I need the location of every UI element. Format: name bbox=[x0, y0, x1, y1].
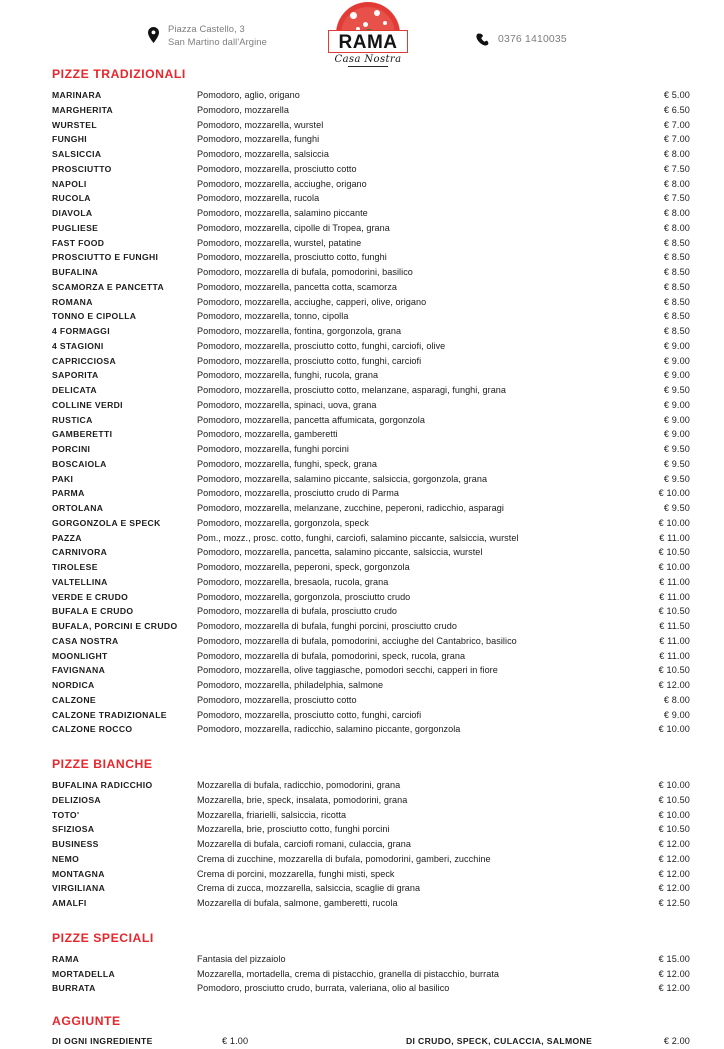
section-title-bianche: PIZZE BIANCHE bbox=[52, 757, 153, 771]
menu-item-row bbox=[0, 722, 724, 737]
menu-item-name: CAPRICCIOSA bbox=[52, 355, 117, 366]
menu-item-row bbox=[0, 619, 724, 634]
menu-item-description: Pomodoro, mozzarella, bresaola, rucola, grana bbox=[197, 576, 389, 587]
menu-item-name: MONTAGNA bbox=[52, 868, 105, 879]
menu-item-price: € 8.00 bbox=[663, 149, 690, 159]
menu-item-price: € 10.50 bbox=[658, 547, 690, 558]
menu-item-name: PAKI bbox=[52, 473, 74, 484]
menu-item-name: WURSTEL bbox=[52, 119, 97, 130]
menu-item-price: € 12.00 bbox=[658, 968, 690, 979]
menu-item-row bbox=[0, 177, 724, 192]
menu-item-price: € 5.00 bbox=[663, 90, 690, 100]
menu-item-price: € 6.50 bbox=[663, 104, 690, 115]
section-title-aggiunte: AGGIUNTE bbox=[52, 1014, 121, 1028]
menu-item-name: CALZONE TRADIZIONALE bbox=[52, 709, 167, 720]
menu-item-row bbox=[0, 604, 724, 619]
menu-item-description: Pomodoro, mozzarella di bufala, pomodorini, speck, rucola, grana bbox=[197, 650, 466, 661]
menu-item-price: € 8.50 bbox=[663, 252, 690, 263]
menu-item-name: SAPORITA bbox=[52, 370, 99, 381]
menu-item-row bbox=[0, 634, 724, 649]
menu-item-price: € 8.00 bbox=[663, 178, 690, 189]
menu-item-description: Pomodoro, mozzarella, funghi porcini bbox=[197, 444, 349, 454]
page-header bbox=[0, 0, 724, 66]
menu-item-row bbox=[0, 88, 724, 103]
menu-item-description: Pomodoro, mozzarella di bufala, funghi porcini, prosciutto crudo bbox=[197, 621, 457, 631]
menu-item-row bbox=[0, 398, 724, 413]
menu-item-price: € 8.00 bbox=[663, 208, 690, 218]
menu-item-description: Pomodoro, mozzarella, melanzane, zucchine, peperoni, radicchio, asparagi bbox=[197, 503, 504, 513]
menu-item-name: NEMO bbox=[52, 853, 80, 864]
menu-item-price: € 12.50 bbox=[658, 898, 690, 908]
menu-item-price: € 8.50 bbox=[663, 237, 690, 248]
menu-item-row bbox=[0, 118, 724, 133]
menu-item-description: Pomodoro, mozzarella, prosciutto crudo di Parma bbox=[197, 488, 399, 499]
menu-item-name: 4 FORMAGGI bbox=[52, 326, 110, 336]
mozzarella-dot bbox=[374, 10, 380, 16]
menu-item-description: Pomodoro, mozzarella, gamberetti bbox=[197, 429, 338, 440]
menu-item-row bbox=[0, 822, 724, 837]
menu-item-row bbox=[0, 560, 724, 575]
menu-item-row bbox=[0, 896, 724, 911]
menu-item-name: DIAVOLA bbox=[52, 208, 93, 218]
menu-item-row bbox=[0, 867, 724, 882]
menu-item-name: GORGONZOLA E SPECK bbox=[52, 517, 161, 528]
menu-item-row bbox=[0, 663, 724, 678]
menu-body bbox=[0, 64, 724, 1049]
menu-item-name: BURRATA bbox=[52, 983, 96, 994]
menu-item-price: € 8.00 bbox=[663, 694, 690, 705]
menu-item-name: MOONLIGHT bbox=[52, 650, 108, 661]
menu-item-description: Pomodoro, mozzarella, prosciutto cotto, melanzane, asparagi, funghi, grana bbox=[197, 385, 507, 395]
menu-item-description: Pomodoro, mozzarella, funghi bbox=[197, 134, 320, 145]
menu-item-price: € 11.00 bbox=[659, 635, 690, 646]
menu-item-row bbox=[0, 265, 724, 280]
menu-item-description: Mozzarella, mortadella, crema di pistacchio, granella di pistacchio, burrata bbox=[197, 968, 500, 979]
menu-item-description: Pomodoro, mozzarella, gorgonzola, prosciutto crudo bbox=[197, 591, 411, 602]
menu-item-name: AMALFI bbox=[52, 898, 87, 908]
menu-item-row bbox=[0, 191, 724, 206]
menu-item-price: € 9.50 bbox=[663, 503, 690, 513]
menu-item-row bbox=[0, 339, 724, 354]
menu-item-price: € 7.50 bbox=[663, 193, 690, 204]
aggiunte-row bbox=[0, 1034, 724, 1049]
menu-item-row bbox=[0, 162, 724, 177]
menu-item-price: € 10.00 bbox=[658, 488, 690, 499]
menu-item-price: € 10.50 bbox=[658, 824, 690, 835]
menu-item-price: € 8.50 bbox=[663, 326, 690, 336]
menu-item-name: 4 STAGIONI bbox=[52, 340, 104, 351]
menu-item-row bbox=[0, 309, 724, 324]
menu-item-description: Mozzarella, brie, prosciutto cotto, funghi porcini bbox=[197, 824, 390, 835]
menu-item-description: Pomodoro, mozzarella, spinaci, uova, grana bbox=[197, 399, 377, 410]
menu-item-description: Mozzarella di bufala, radicchio, pomodorini, grana bbox=[197, 780, 401, 790]
menu-item-description: Pomodoro, mozzarella, acciughe, capperi, olive, origano bbox=[197, 296, 427, 307]
menu-item-description: Pomodoro, mozzarella, salamino piccante bbox=[197, 208, 368, 218]
menu-item-description: Pomodoro, mozzarella, prosciutto cotto bbox=[197, 694, 357, 705]
aggiunte-label-ingrediente: DI OGNI INGREDIENTE bbox=[52, 1036, 153, 1046]
menu-item-name: BUFALINA RADICCHIO bbox=[52, 780, 153, 790]
menu-item-description: Pomodoro, mozzarella di bufala, pomodorini, basilico bbox=[197, 267, 413, 277]
menu-item-name: DELIZIOSA bbox=[52, 794, 101, 805]
menu-item-row bbox=[0, 324, 724, 339]
menu-item-price: € 11.50 bbox=[659, 621, 690, 631]
menu-item-price: € 10.50 bbox=[658, 665, 690, 676]
menu-item-name: PROSCIUTTO E FUNGHI bbox=[52, 252, 159, 263]
menu-item-price: € 11.00 bbox=[659, 576, 690, 587]
menu-item-description: Pomodoro, mozzarella, funghi, rucola, grana bbox=[197, 370, 379, 381]
menu-item-description: Pomodoro, mozzarella, peperoni, speck, gorgonzola bbox=[197, 562, 410, 572]
menu-item-description: Pomodoro, mozzarella di bufala, prosciutto crudo bbox=[197, 606, 398, 617]
section-pizze-tradizionali bbox=[0, 64, 724, 737]
menu-item-name: RUSTICA bbox=[52, 414, 93, 425]
menu-item-description: Pomodoro, mozzarella, prosciutto cotto bbox=[197, 163, 357, 174]
menu-item-row bbox=[0, 793, 724, 808]
menu-item-row bbox=[0, 967, 724, 982]
menu-item-price: € 9.00 bbox=[663, 370, 690, 381]
menu-item-price: € 9.00 bbox=[663, 340, 690, 351]
menu-item-name: PORCINI bbox=[52, 444, 91, 454]
menu-item-price: € 9.50 bbox=[663, 458, 690, 469]
menu-item-name: PUGLIESE bbox=[52, 222, 99, 233]
menu-item-row bbox=[0, 236, 724, 251]
phone-block[interactable] bbox=[476, 33, 567, 46]
menu-item-description: Pomodoro, mozzarella, salsiccia bbox=[197, 149, 329, 159]
menu-item-price: € 12.00 bbox=[658, 839, 690, 849]
menu-item-name: SCAMORZA E PANCETTA bbox=[52, 281, 164, 292]
menu-item-price: € 8.00 bbox=[663, 222, 690, 233]
menu-item-description: Pomodoro, mozzarella di bufala, pomodorini, acciughe del Cantabrico, basilico bbox=[197, 635, 517, 646]
menu-item-name: TONNO E CIPOLLA bbox=[52, 311, 137, 322]
menu-item-description: Crema di zucca, mozzarella, salsiccia, scaglie di grana bbox=[197, 883, 421, 894]
menu-item-row bbox=[0, 368, 724, 383]
menu-item-name: ROMANA bbox=[52, 296, 93, 307]
menu-item-price: € 9.50 bbox=[663, 444, 690, 454]
menu-item-name: CALZONE bbox=[52, 694, 96, 705]
menu-item-price: € 8.50 bbox=[663, 296, 690, 307]
menu-item-name: SFIZIOSA bbox=[52, 824, 95, 835]
menu-item-description: Pomodoro, mozzarella, wurstel bbox=[197, 119, 324, 130]
menu-item-row bbox=[0, 852, 724, 867]
mozzarella-dot bbox=[350, 12, 357, 19]
section-aggiunte bbox=[0, 996, 724, 1049]
menu-item-name: FUNGHI bbox=[52, 134, 88, 145]
menu-item-row bbox=[0, 590, 724, 605]
menu-item-row bbox=[0, 501, 724, 516]
menu-item-price: € 7.00 bbox=[663, 134, 690, 145]
menu-item-name: MORTADELLA bbox=[52, 968, 116, 979]
menu-item-name: PROSCIUTTO bbox=[52, 163, 112, 174]
menu-item-description: Pomodoro, mozzarella, fontina, gorgonzola, grana bbox=[197, 326, 402, 336]
menu-item-row bbox=[0, 383, 724, 398]
menu-item-name: RAMA bbox=[52, 953, 80, 964]
menu-item-row bbox=[0, 778, 724, 793]
item-list-bianche bbox=[0, 778, 724, 911]
menu-item-description: Pomodoro, mozzarella, cipolle di Tropea, grana bbox=[197, 222, 390, 233]
section-title-tradizionali: PIZZE TRADIZIONALI bbox=[52, 67, 186, 81]
menu-item-price: € 9.00 bbox=[663, 429, 690, 440]
menu-item-name: FAVIGNANA bbox=[52, 665, 106, 676]
menu-item-description: Mozzarella di bufala, salmone, gamberetti, rucola bbox=[197, 898, 398, 908]
menu-item-description: Pomodoro, mozzarella, pancetta cotta, scamorza bbox=[197, 281, 397, 292]
menu-item-row bbox=[0, 545, 724, 560]
menu-item-row bbox=[0, 881, 724, 896]
menu-item-row bbox=[0, 837, 724, 852]
menu-item-row bbox=[0, 649, 724, 664]
menu-item-name: BUFALA, PORCINI E CRUDO bbox=[52, 621, 178, 631]
menu-item-description: Pomodoro, mozzarella, tonno, cipolla bbox=[197, 311, 349, 322]
menu-item-price: € 11.00 bbox=[659, 591, 690, 602]
menu-item-price: € 10.50 bbox=[658, 794, 690, 805]
address-text bbox=[168, 22, 267, 48]
menu-item-name: MARGHERITA bbox=[52, 104, 114, 115]
menu-item-price: € 10.00 bbox=[658, 809, 690, 820]
menu-item-price: € 8.50 bbox=[663, 311, 690, 322]
menu-item-name: MARINARA bbox=[52, 90, 102, 100]
menu-item-description: Pomodoro, prosciutto crudo, burrata, valeriana, olio al basilico bbox=[197, 983, 450, 994]
menu-item-description: Fantasia del pizzaiolo bbox=[197, 953, 286, 964]
menu-item-price: € 9.50 bbox=[663, 385, 690, 395]
menu-item-description: Pomodoro, mozzarella, funghi, speck, grana bbox=[197, 458, 378, 469]
aggiunte-price-ingrediente: € 1.00 bbox=[222, 1036, 249, 1046]
menu-item-row bbox=[0, 280, 724, 295]
menu-item-price: € 8.50 bbox=[663, 267, 690, 277]
menu-item-description: Pomodoro, mozzarella, radicchio, salamino piccante, gorgonzola bbox=[197, 724, 461, 735]
menu-item-price: € 11.00 bbox=[659, 532, 690, 543]
menu-item-price: € 10.00 bbox=[658, 562, 690, 572]
menu-item-description: Pomodoro, mozzarella, rucola bbox=[197, 193, 320, 204]
menu-item-description: Pomodoro, mozzarella bbox=[197, 104, 289, 115]
menu-item-row bbox=[0, 952, 724, 967]
menu-item-name: VIRGILIANA bbox=[52, 883, 106, 894]
section-pizze-bianche bbox=[0, 737, 724, 911]
menu-item-name: FAST FOOD bbox=[52, 237, 105, 248]
menu-item-description: Pomodoro, mozzarella, prosciutto cotto, funghi, carciofi, olive bbox=[197, 340, 446, 351]
menu-item-name: SALSICCIA bbox=[52, 149, 102, 159]
menu-item-name: TIROLESE bbox=[52, 562, 98, 572]
location-pin-icon bbox=[148, 27, 159, 43]
menu-item-name: VALTELLINA bbox=[52, 576, 108, 587]
menu-item-name: TOTO' bbox=[52, 809, 80, 820]
menu-item-description: Pomodoro, mozzarella, philadelphia, salmone bbox=[197, 680, 384, 690]
section-pizze-speciali bbox=[0, 911, 724, 996]
menu-item-name: RUCOLA bbox=[52, 193, 91, 204]
menu-item-description: Pomodoro, aglio, origano bbox=[197, 90, 300, 100]
menu-item-description: Mozzarella, friarielli, salsiccia, ricotta bbox=[197, 809, 347, 820]
menu-item-name: BUFALINA bbox=[52, 267, 99, 277]
logo-wordmark: RAMA bbox=[338, 32, 398, 53]
aggiunte-label-premium: DI CRUDO, SPECK, CULACCIA, SALMONE bbox=[406, 1036, 593, 1046]
menu-item-price: € 9.00 bbox=[663, 399, 690, 410]
menu-item-price: € 12.00 bbox=[658, 883, 690, 894]
menu-item-row bbox=[0, 132, 724, 147]
menu-item-price: € 10.00 bbox=[658, 724, 690, 735]
menu-item-row bbox=[0, 442, 724, 457]
menu-item-price: € 12.00 bbox=[658, 853, 690, 864]
menu-item-name: NAPOLI bbox=[52, 178, 87, 189]
menu-item-price: € 12.00 bbox=[658, 983, 690, 994]
menu-item-name: BUFALA E CRUDO bbox=[52, 606, 134, 617]
menu-item-price: € 9.00 bbox=[663, 414, 690, 425]
menu-item-price: € 9.00 bbox=[663, 709, 690, 720]
menu-item-description: Mozzarella, brie, speck, insalata, pomodorini, grana bbox=[197, 794, 408, 805]
menu-item-row bbox=[0, 457, 724, 472]
menu-item-description: Pomodoro, mozzarella, pancetta, salamino piccante, salsiccia, wurstel bbox=[197, 547, 483, 558]
menu-item-description: Pomodoro, mozzarella, prosciutto cotto, funghi, carciofi bbox=[197, 709, 422, 720]
menu-item-description: Crema di porcini, mozzarella, funghi misti, speck bbox=[197, 868, 395, 879]
menu-item-name: BUSINESS bbox=[52, 839, 99, 849]
menu-item-row bbox=[0, 981, 724, 996]
phone-number[interactable]: 0376 1410035 bbox=[498, 34, 567, 45]
menu-item-name: PARMA bbox=[52, 488, 85, 499]
menu-item-name: DELICATA bbox=[52, 385, 97, 395]
menu-item-price: € 15.00 bbox=[658, 953, 690, 964]
menu-item-row bbox=[0, 472, 724, 487]
menu-item-row bbox=[0, 693, 724, 708]
menu-item-row bbox=[0, 103, 724, 118]
menu-item-row bbox=[0, 206, 724, 221]
menu-item-row bbox=[0, 250, 724, 265]
address-line-1: Piazza Castello, 3 bbox=[168, 23, 245, 34]
menu-item-row bbox=[0, 516, 724, 531]
aggiunte-price-premium: € 2.00 bbox=[663, 1036, 690, 1046]
menu-item-name: CALZONE ROCCO bbox=[52, 724, 133, 735]
menu-item-row bbox=[0, 427, 724, 442]
menu-item-price: € 9.00 bbox=[663, 355, 690, 366]
menu-item-price: € 10.00 bbox=[658, 517, 690, 528]
menu-item-row bbox=[0, 531, 724, 546]
menu-item-description: Mozzarella di bufala, carciofi romani, culaccia, grana bbox=[197, 839, 411, 849]
menu-item-price: € 7.00 bbox=[663, 119, 690, 130]
menu-item-name: BOSCAIOLA bbox=[52, 458, 107, 469]
menu-item-description: Crema di zucchine, mozzarella di bufala, pomodorini, gamberi, zucchine bbox=[197, 853, 491, 864]
menu-item-price: € 12.00 bbox=[658, 868, 690, 879]
menu-item-name: PAZZA bbox=[52, 532, 82, 543]
mozzarella-dot bbox=[363, 22, 368, 27]
menu-item-name: GAMBERETTI bbox=[52, 429, 113, 440]
menu-item-description: Pomodoro, mozzarella, olive taggiasche, pomodori secchi, capperi in fiore bbox=[197, 665, 498, 676]
menu-item-description: Pom., mozz., prosc. cotto, funghi, carciofi, salamino piccante, salsiccia, wurstel bbox=[197, 532, 519, 543]
menu-item-description: Pomodoro, mozzarella, acciughe, origano bbox=[197, 178, 367, 189]
menu-item-row bbox=[0, 295, 724, 310]
menu-item-name: CARNIVORA bbox=[52, 547, 108, 558]
menu-item-description: Pomodoro, mozzarella, gorgonzola, speck bbox=[197, 517, 369, 528]
menu-item-price: € 11.00 bbox=[659, 650, 690, 661]
menu-item-row bbox=[0, 708, 724, 723]
menu-item-name: CASA NOSTRA bbox=[52, 635, 119, 646]
restaurant-logo bbox=[322, 2, 414, 68]
menu-item-row bbox=[0, 147, 724, 162]
menu-item-name: ORTOLANA bbox=[52, 503, 104, 513]
menu-item-row bbox=[0, 413, 724, 428]
menu-item-description: Pomodoro, mozzarella, pancetta affumicata, gorgonzola bbox=[197, 414, 425, 425]
item-list-tradizionali bbox=[0, 88, 724, 737]
menu-item-name: COLLINE VERDI bbox=[52, 399, 123, 410]
menu-item-price: € 10.00 bbox=[658, 780, 690, 790]
address-line-2: San Martino dall'Argine bbox=[168, 36, 267, 47]
menu-item-row bbox=[0, 221, 724, 236]
menu-item-description: Pomodoro, mozzarella, salamino piccante, salsiccia, gorgonzola, grana bbox=[197, 473, 488, 484]
item-list-speciali bbox=[0, 952, 724, 996]
menu-item-row bbox=[0, 575, 724, 590]
menu-item-price: € 8.50 bbox=[663, 281, 690, 292]
menu-item-row bbox=[0, 354, 724, 369]
menu-item-row bbox=[0, 486, 724, 501]
menu-item-name: VERDE E CRUDO bbox=[52, 591, 129, 602]
logo-tagline: Casa Nostra bbox=[334, 54, 402, 65]
section-title-speciali: PIZZE SPECIALI bbox=[52, 930, 154, 945]
menu-item-name: NORDICA bbox=[52, 680, 95, 690]
menu-item-description: Pomodoro, mozzarella, prosciutto cotto, funghi, carciofi bbox=[197, 355, 422, 366]
menu-item-price: € 10.50 bbox=[658, 606, 690, 617]
address-block bbox=[148, 22, 267, 48]
menu-item-price: € 9.50 bbox=[663, 473, 690, 484]
menu-item-price: € 12.00 bbox=[658, 680, 690, 690]
mozzarella-dot bbox=[383, 21, 387, 25]
menu-item-row bbox=[0, 678, 724, 693]
menu-item-description: Pomodoro, mozzarella, wurstel, patatine bbox=[197, 237, 362, 248]
menu-item-price: € 7.50 bbox=[663, 163, 690, 174]
phone-icon bbox=[476, 33, 489, 46]
menu-item-row bbox=[0, 808, 724, 823]
menu-item-description: Pomodoro, mozzarella, prosciutto cotto, funghi bbox=[197, 252, 387, 263]
